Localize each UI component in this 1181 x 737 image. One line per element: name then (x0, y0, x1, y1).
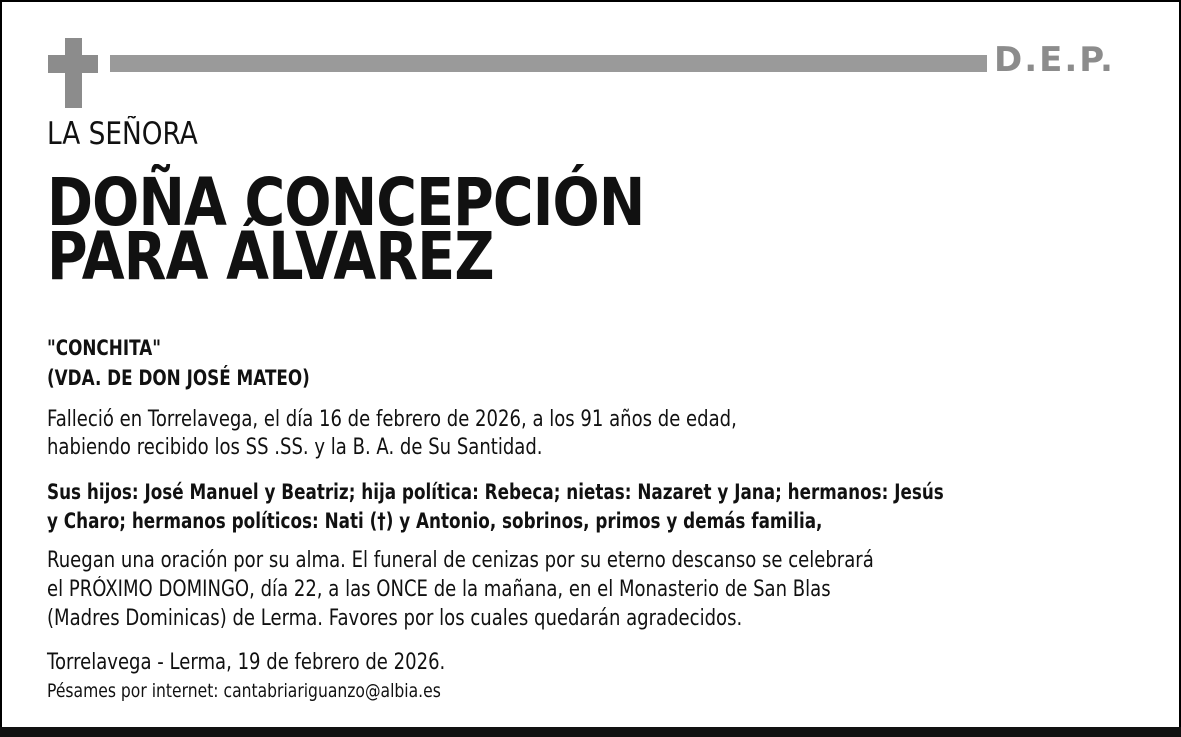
nickname: "CONCHITA" (47, 336, 161, 360)
family-line: y Charo; hermanos políticos: Nati (†) y Antonio, sobrinos, primos y demás familia, (47, 509, 823, 533)
family-line: Sus hijos: José Manuel y Beatriz; hija política: Rebeca; nietas: Nazaret y Jana; hermanos: Jesús (47, 480, 944, 504)
funeral-line: (Madres Dominicas) de Lerma. Favores por los cuales quedarán agradecidos. (47, 606, 743, 631)
death-line: habiendo recibido los SS .SS. y la B. A. de Su Santidad. (47, 435, 543, 460)
honorific: LA SEÑORA (47, 116, 198, 152)
condolences: Pésames por internet: cantabriariguanzo@albia.es (47, 680, 441, 702)
name-line-1: DOÑA CONCEPCIÓN (47, 164, 645, 241)
death-line: Falleció en Torrelavega, el día 16 de febrero de 2026, a los 91 años de edad, (47, 407, 737, 432)
funeral-line: Ruegan una oración por su alma. El funeral de cenizas por su eterno descanso se celebrará (47, 548, 874, 573)
place-date: Torrelavega - Lerma, 19 de febrero de 2026. (47, 650, 446, 675)
dep-label: D.E.P. (994, 40, 1115, 80)
name-line-2: PARA ÁLVAREZ (47, 218, 494, 295)
header-rule (110, 55, 987, 72)
bottom-border (0, 727, 1181, 737)
funeral-line: el PRÓXIMO DOMINGO, día 22, a las ONCE de la mañana, en el Monasterio de San Blas (47, 577, 831, 602)
widow-of: (VDA. DE DON JOSÉ MATEO) (47, 366, 310, 390)
